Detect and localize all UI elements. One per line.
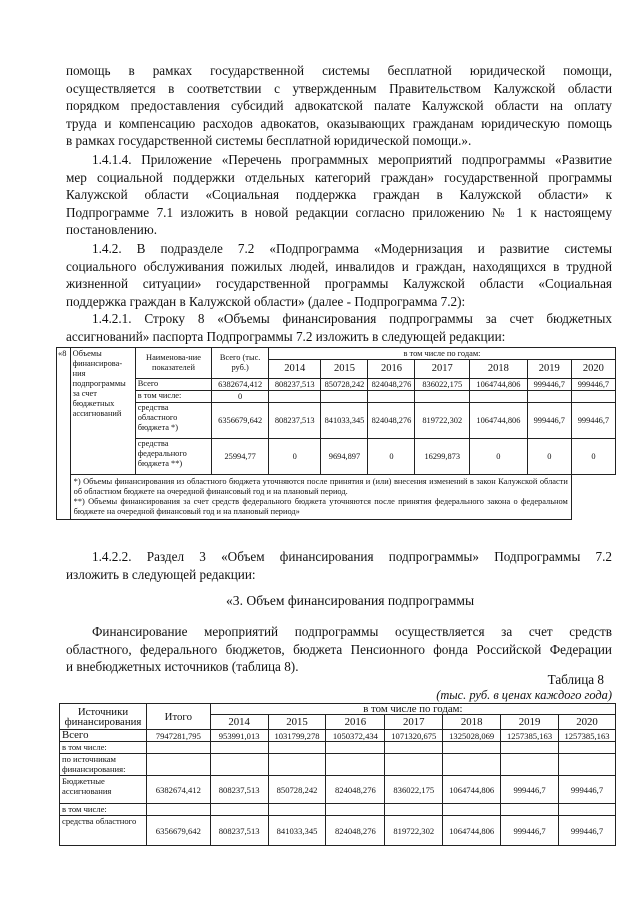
- table-row: [60, 742, 616, 754]
- cell-value: 0: [368, 439, 415, 475]
- cell-value: 0: [470, 439, 528, 475]
- cell-value: 999446,7: [527, 379, 571, 391]
- cell-total: 0: [212, 391, 269, 403]
- text-line: Подпрограмме 7.1 изложить в новой редакции согласно приложению № 1 к настоящему: [66, 204, 612, 220]
- financing-table-8: [59, 703, 616, 846]
- cell-value: [385, 754, 443, 776]
- header-indicator-name: Наименова-ние показателей: [135, 348, 212, 379]
- row-label: Объемы финансирова-ния подпрограммы за счет бюджетных ассигнований: [70, 348, 135, 475]
- paragraph-1-4-2: [66, 240, 612, 310]
- table-row: [60, 730, 616, 742]
- cell-value: 841033,345: [268, 816, 326, 846]
- cell-total: 7947281,795: [146, 730, 210, 742]
- table-units: (тыс. руб. в ценах каждого года): [436, 688, 612, 702]
- footnote-regional-budget: *) Объемы финансирования из областного бюджета уточняются после принятия и (или) внесения изменений в закон Калужской области об областном бюджете на очередной финансовый год и на плановый период.: [73, 477, 568, 496]
- header-sources: Источники финансирования: [60, 704, 147, 730]
- cell-value: 1050372,434: [326, 730, 385, 742]
- row-name: в том числе:: [135, 391, 212, 403]
- cell-value: 824048,276: [326, 816, 385, 846]
- cell-value: [559, 742, 616, 754]
- cell-value: 1064744,806: [443, 816, 501, 846]
- cell-value: [527, 391, 571, 403]
- cell-value: 1071320,675: [385, 730, 443, 742]
- text-line: осуществляется в соответствии с утвержденным Правительством Калужской области: [66, 80, 612, 96]
- row-name: средства областного: [60, 816, 147, 846]
- cell-value: [415, 391, 470, 403]
- row-name: средства федерального бюджета **): [135, 439, 212, 475]
- row-name: Всего: [135, 379, 212, 391]
- cell-value: 1064744,806: [443, 776, 501, 804]
- text-line: и внебюджетных источников (таблица 8).: [66, 659, 299, 675]
- text-line: социального обслуживания пожилых людей, инвалидов и граждан, находящихся в трудной: [66, 258, 612, 274]
- cell-value: [443, 754, 501, 776]
- section-title: «3. Объем финансирования подпрограммы: [226, 593, 475, 608]
- paragraph-1-4-2-1: [66, 310, 612, 345]
- table-row: [60, 804, 616, 816]
- text-line: областного, федерального бюджетов, бюджета Пенсионного фонда Российской Федерации: [66, 641, 612, 657]
- text-line: 1.4.2.2. Раздел 3 «Объем финансирования подпрограммы» Подпрограммы 7.2: [92, 549, 612, 564]
- cell-value: 999446,7: [501, 776, 559, 804]
- cell-value: 808237,513: [268, 403, 320, 439]
- cell-value: [443, 804, 501, 816]
- header-year: 2020: [559, 715, 616, 730]
- text-line: мер социальной поддержки отдельных категорий граждан» государственной программы: [66, 169, 612, 185]
- cell-value: 999446,7: [527, 403, 571, 439]
- cell-value: 808237,513: [268, 379, 320, 391]
- text-line: 1.4.2. В подразделе 7.2 «Подпрограмма «Модернизация и развитие системы: [92, 241, 612, 256]
- paragraph-financing: [66, 623, 612, 676]
- header-year: 2017: [385, 715, 443, 730]
- cell-value: [268, 742, 326, 754]
- table-label: Таблица 8: [547, 672, 604, 687]
- cell-value: 819722,302: [385, 816, 443, 846]
- cell-value: 819722,302: [415, 403, 470, 439]
- cell-total: [146, 754, 210, 776]
- header-year: 2015: [268, 715, 326, 730]
- cell-value: 1257385,163: [559, 730, 616, 742]
- text-line: постановлению.: [66, 222, 158, 238]
- text-line: труда и компенсацию расходов адвокатов, оказывающих гражданам юридическую помощь: [66, 115, 612, 131]
- table-row: [57, 391, 616, 403]
- cell-value: [326, 804, 385, 816]
- cell-total: 6382674,412: [146, 776, 210, 804]
- paragraph-1-4-2-2: [66, 548, 612, 583]
- cell-value: 999446,7: [571, 403, 615, 439]
- cell-value: [559, 754, 616, 776]
- header-year: 2019: [501, 715, 559, 730]
- row-name: в том числе:: [60, 804, 147, 816]
- header-total: Итого: [146, 704, 210, 730]
- cell-value: [501, 742, 559, 754]
- table-row: [57, 439, 616, 475]
- cell-value: 16299,873: [415, 439, 470, 475]
- text-line: 1.4.2.1. Строку 8 «Объемы финансирования подпрограммы за счет бюджетных: [92, 311, 612, 326]
- cell-value: 1257385,163: [501, 730, 559, 742]
- cell-value: [268, 804, 326, 816]
- cell-value: 836022,175: [385, 776, 443, 804]
- cell-value: 824048,276: [368, 403, 415, 439]
- cell-total: 25994,77: [212, 439, 269, 475]
- row-name: Всего: [60, 730, 147, 742]
- row-name: в том числе:: [60, 742, 147, 754]
- cell-value: [210, 742, 268, 754]
- cell-value: [501, 804, 559, 816]
- cell-total: 6356679,642: [146, 816, 210, 846]
- cell-value: 999446,7: [571, 379, 615, 391]
- cell-value: 0: [268, 439, 320, 475]
- header-year: 2017: [415, 360, 470, 379]
- cell-value: 808237,513: [210, 816, 268, 846]
- text-line: Калужской области «Социальная поддержка граждан в Калужской области» к: [66, 187, 612, 203]
- cell-value: [559, 804, 616, 816]
- paragraph-top: [66, 62, 612, 150]
- cell-value: [501, 754, 559, 776]
- header-year: 2016: [326, 715, 385, 730]
- cell-total: 6356679,642: [212, 403, 269, 439]
- row-name: по источникам финансирования:: [60, 754, 147, 776]
- header-years-group: в том числе по годам:: [268, 348, 615, 360]
- header-years-group: в том числе по годам:: [210, 704, 615, 715]
- cell-value: 999446,7: [559, 776, 616, 804]
- cell-value: 953991,013: [210, 730, 268, 742]
- cell-value: [210, 804, 268, 816]
- cell-value: 1031799,278: [268, 730, 326, 742]
- table-notes-row: [57, 475, 616, 520]
- text-line: в рамках государственной системы бесплатной юридической помощи.».: [66, 133, 472, 149]
- cell-value: [470, 391, 528, 403]
- cell-value: 0: [571, 439, 615, 475]
- header-year: 2018: [470, 360, 528, 379]
- cell-value: [210, 754, 268, 776]
- cell-value: [268, 391, 320, 403]
- row-number: «8: [57, 348, 71, 520]
- cell-value: [571, 391, 615, 403]
- cell-value: 808237,513: [210, 776, 268, 804]
- cell-value: 836022,175: [415, 379, 470, 391]
- row-name: Бюджетные ассигнования: [60, 776, 147, 804]
- cell-total: [146, 742, 210, 754]
- cell-value: 850728,242: [268, 776, 326, 804]
- cell-value: 824048,276: [326, 776, 385, 804]
- header-year: 2016: [368, 360, 415, 379]
- table-row: [57, 403, 616, 439]
- cell-value: 1064744,806: [470, 379, 528, 391]
- header-total: Всего (тыс. руб.): [212, 348, 269, 379]
- text-line: поддержка граждан в Калужской области» (далее - Подпрограмма 7.2):: [66, 293, 466, 309]
- cell-value: 841033,345: [321, 403, 368, 439]
- cell-value: 0: [527, 439, 571, 475]
- text-line: помощь в рамках государственной системы бесплатной юридической помощи,: [66, 63, 612, 78]
- table-row: [60, 776, 616, 804]
- cell-value: 1064744,806: [470, 403, 528, 439]
- paragraph-1-4-1-4: [66, 151, 612, 239]
- cell-value: [368, 391, 415, 403]
- text-line: Финансирование мероприятий подпрограммы осуществляется за счет средств: [92, 624, 612, 639]
- passport-row8-table: [56, 347, 616, 520]
- cell-value: 999446,7: [501, 816, 559, 846]
- cell-total: 6382674,412: [212, 379, 269, 391]
- cell-value: [326, 754, 385, 776]
- cell-value: 1325028,069: [443, 730, 501, 742]
- cell-value: 824048,276: [368, 379, 415, 391]
- header-year: 2020: [571, 360, 615, 379]
- header-year: 2014: [268, 360, 320, 379]
- row-name: средства областного бюджета *): [135, 403, 212, 439]
- cell-value: [268, 754, 326, 776]
- cell-value: [326, 742, 385, 754]
- table-notes: [70, 475, 571, 520]
- cell-value: 9694,897: [321, 439, 368, 475]
- cell-value: 999446,7: [559, 816, 616, 846]
- footnote-federal-budget: **) Объемы финансирования за счет средств федерального бюджета уточняются после принятия федерального закона о федеральном бюджете на очередной финансовый год и на плановый период»: [73, 497, 568, 516]
- text-line: изложить в следующей редакции:: [66, 566, 256, 582]
- header-year: 2019: [527, 360, 571, 379]
- header-year: 2018: [443, 715, 501, 730]
- cell-value: [321, 391, 368, 403]
- cell-total: [146, 804, 210, 816]
- text-line: порядком предоставления субсидий адвокатской палате Калужской области на оплату: [66, 98, 612, 114]
- cell-value: [385, 804, 443, 816]
- header-year: 2014: [210, 715, 268, 730]
- cell-value: [443, 742, 501, 754]
- cell-value: [385, 742, 443, 754]
- table-row: [60, 816, 616, 846]
- table-row: [60, 754, 616, 776]
- table-row: [57, 379, 616, 391]
- text-line: ассигнований» паспорта Подпрограммы 7.2 изложить в следующей редакции:: [66, 328, 506, 344]
- text-line: жизненной ситуации» государственной программы Калужской области «Социальная: [66, 276, 612, 292]
- header-year: 2015: [321, 360, 368, 379]
- cell-value: 850728,242: [321, 379, 368, 391]
- text-line: 1.4.1.4. Приложение «Перечень программных мероприятий подпрограммы «Развитие: [92, 152, 612, 167]
